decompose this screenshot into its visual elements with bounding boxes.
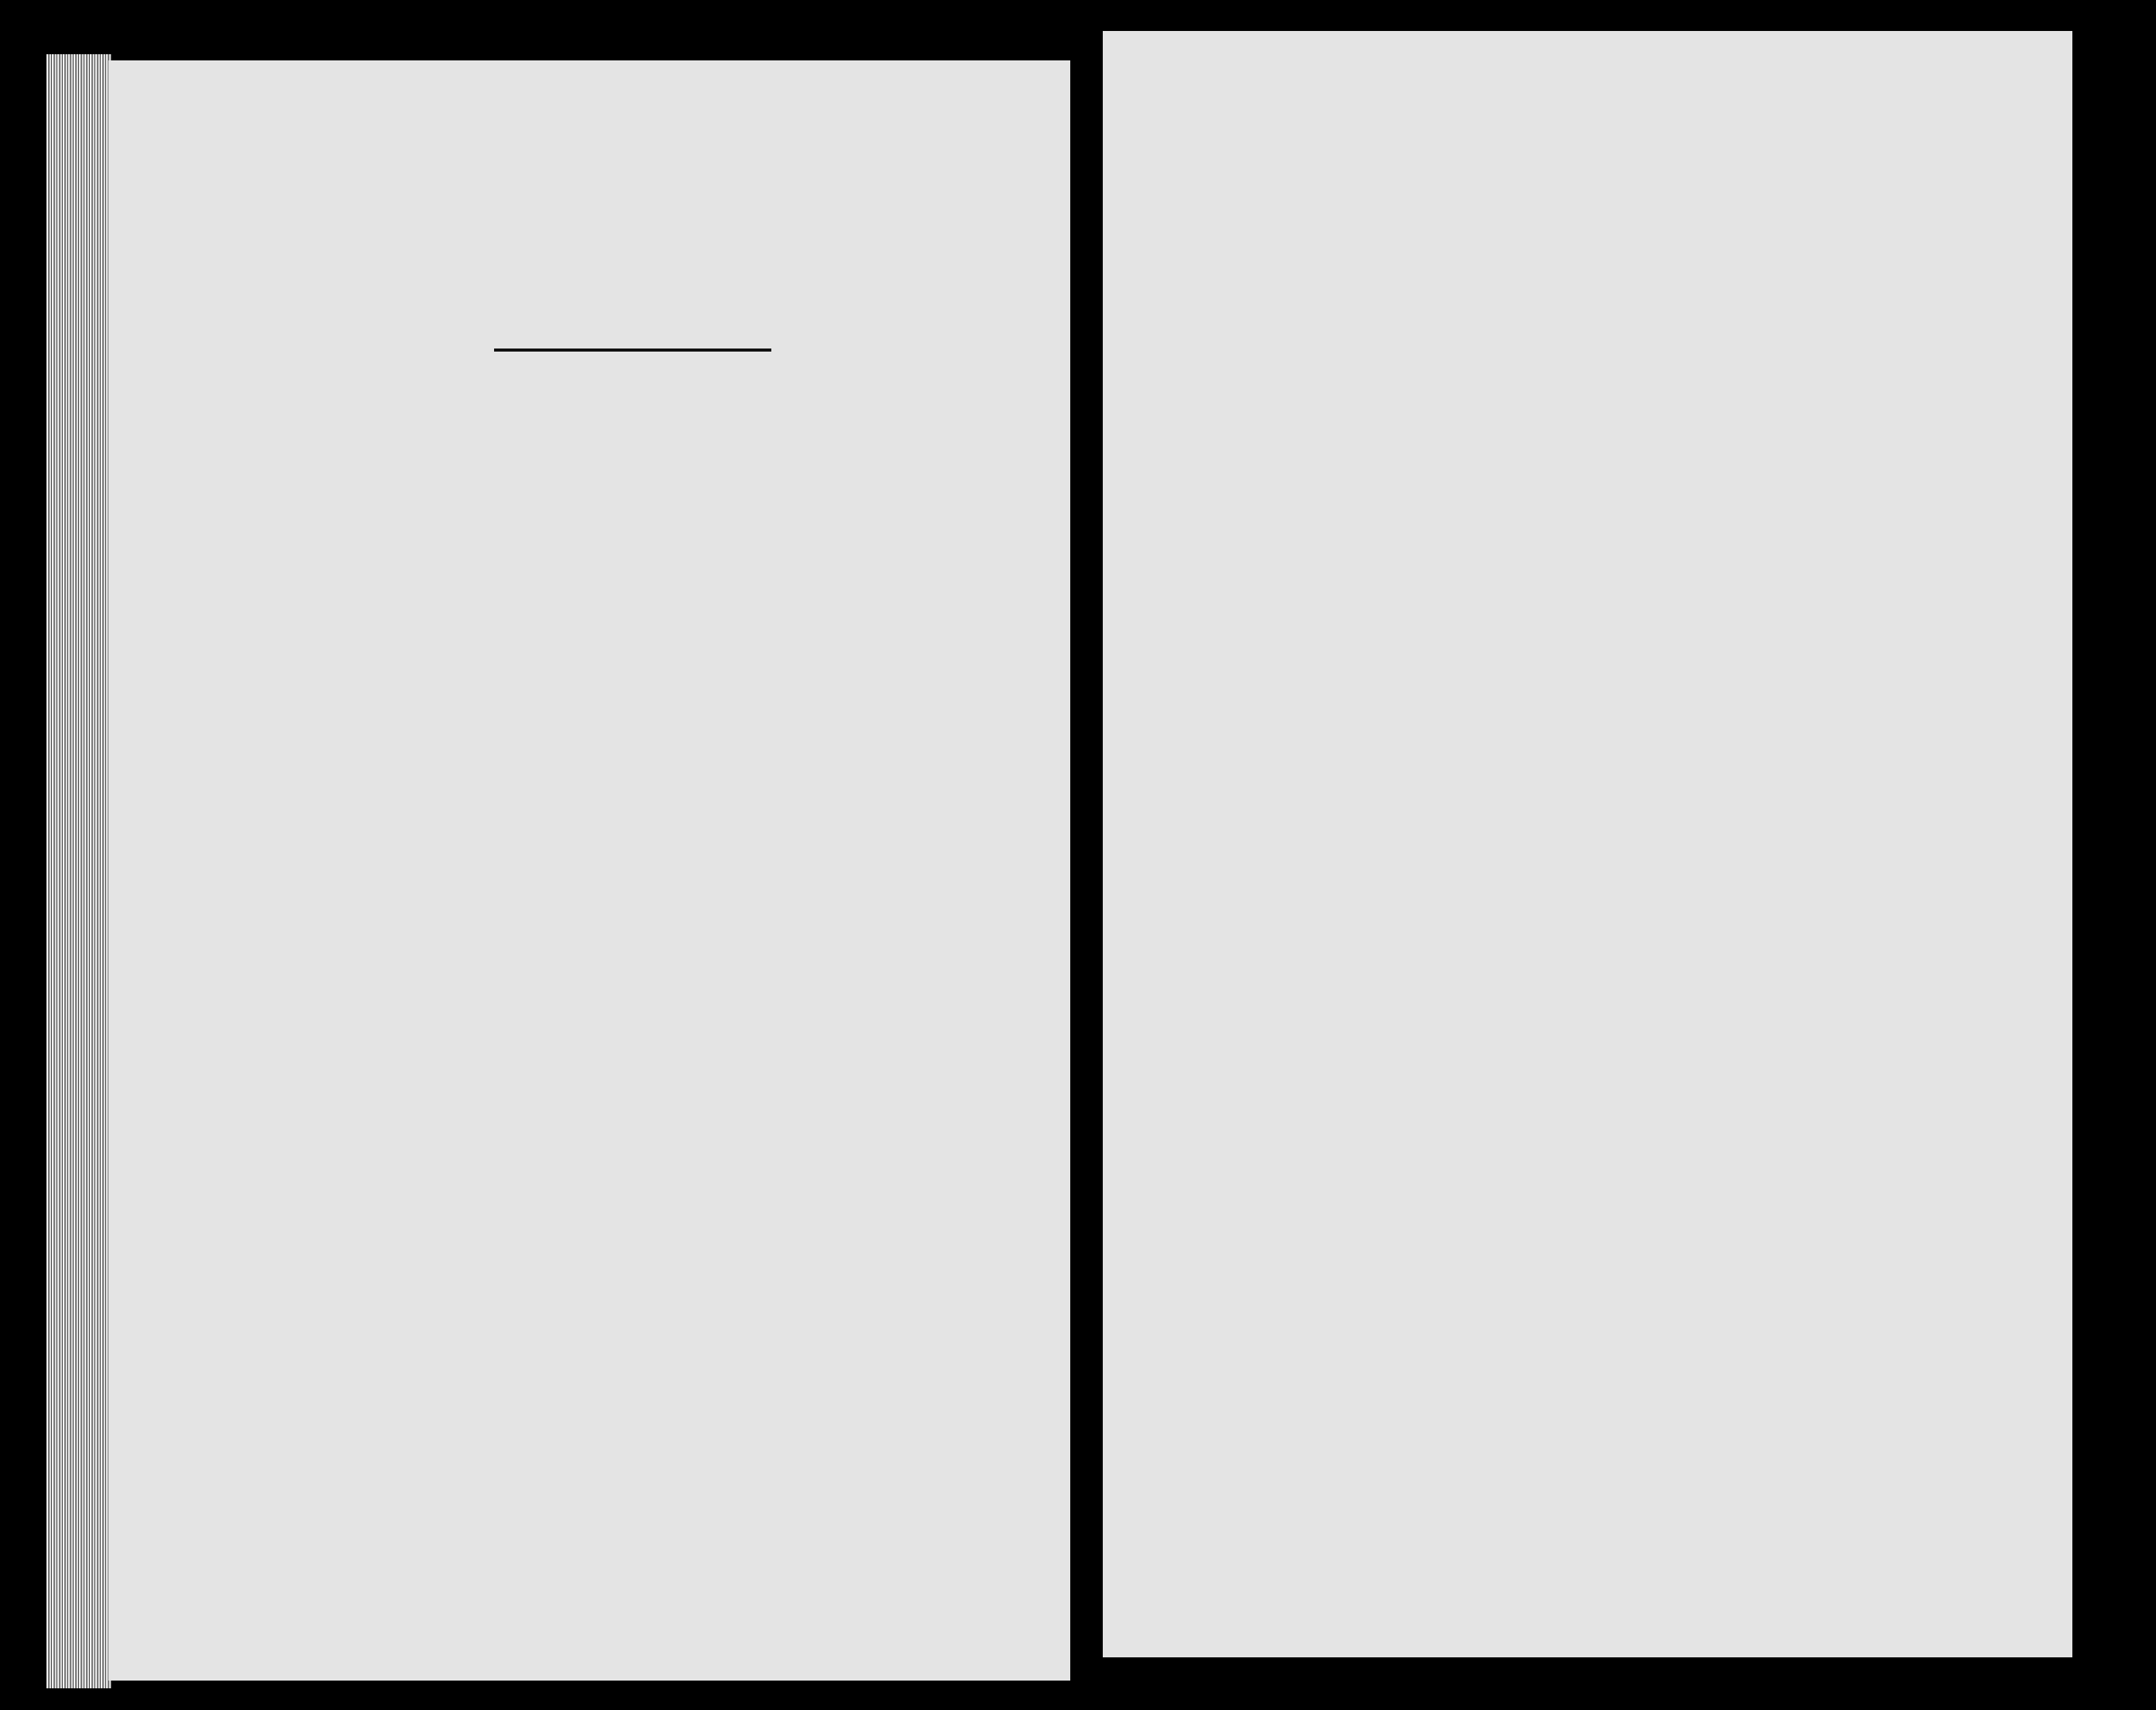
right-page — [1103, 31, 2072, 1657]
left-page — [108, 60, 1070, 1681]
book-page-edges — [46, 54, 112, 1688]
section-title-underline — [494, 349, 771, 352]
